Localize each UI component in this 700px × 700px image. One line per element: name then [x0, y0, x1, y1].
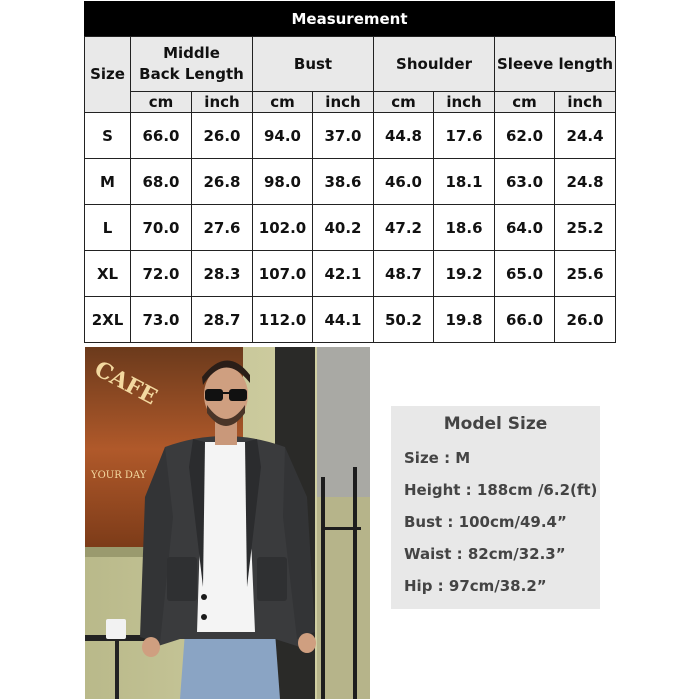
table-body [85, 113, 616, 343]
value-cell: 24.8 [555, 159, 616, 205]
model-waist-line: Waist : 82cm/32.3” [404, 545, 566, 563]
value-cell: 47.2 [374, 205, 434, 251]
model-hip-line: Hip : 97cm/38.2” [404, 577, 547, 595]
size-cell: 2XL [85, 297, 131, 343]
table-title: Measurement [84, 1, 615, 36]
unit-cm: cm [495, 92, 555, 113]
table-row [85, 297, 616, 343]
value-cell: 107.0 [253, 251, 313, 297]
model-photo [85, 347, 370, 699]
value-cell: 42.1 [313, 251, 374, 297]
size-cell: XL [85, 251, 131, 297]
size-cell: L [85, 205, 131, 251]
unit-cm: cm [131, 92, 192, 113]
value-cell: 19.8 [434, 297, 495, 343]
storefront-sign-2: YOUR DAY [91, 470, 147, 481]
value-cell: 28.7 [192, 297, 253, 343]
model-photo-illustration [85, 347, 370, 699]
unit-cm: cm [253, 92, 313, 113]
table-row [85, 251, 616, 297]
value-cell: 72.0 [131, 251, 192, 297]
table-row [85, 159, 616, 205]
value-cell: 25.6 [555, 251, 616, 297]
measurement-table [84, 1, 615, 343]
storefront-sign: CAFE [90, 355, 162, 411]
size-chart [84, 36, 616, 343]
unit-inch: inch [555, 92, 616, 113]
value-cell: 62.0 [495, 113, 555, 159]
value-cell: 26.0 [192, 113, 253, 159]
model-bust-line: Bust : 100cm/49.4” [404, 513, 567, 531]
value-cell: 17.6 [434, 113, 495, 159]
header-middle-line1: Middle [163, 44, 220, 62]
header-middle-back-length [131, 37, 253, 92]
value-cell: 28.3 [192, 251, 253, 297]
unit-inch: inch [313, 92, 374, 113]
header-bust: Bust [253, 37, 374, 92]
value-cell: 24.4 [555, 113, 616, 159]
value-cell: 46.0 [374, 159, 434, 205]
value-cell: 26.8 [192, 159, 253, 205]
header-middle-line2: Back Length [139, 65, 244, 83]
value-cell: 48.7 [374, 251, 434, 297]
value-cell: 40.2 [313, 205, 374, 251]
value-cell: 37.0 [313, 113, 374, 159]
value-cell: 18.1 [434, 159, 495, 205]
value-cell: 73.0 [131, 297, 192, 343]
value-cell: 64.0 [495, 205, 555, 251]
value-cell: 44.1 [313, 297, 374, 343]
header-shoulder: Shoulder [374, 37, 495, 92]
size-cell: M [85, 159, 131, 205]
value-cell: 112.0 [253, 297, 313, 343]
value-cell: 65.0 [495, 251, 555, 297]
value-cell: 27.6 [192, 205, 253, 251]
value-cell: 70.0 [131, 205, 192, 251]
table-row [85, 205, 616, 251]
value-cell: 44.8 [374, 113, 434, 159]
value-cell: 25.2 [555, 205, 616, 251]
value-cell: 63.0 [495, 159, 555, 205]
value-cell: 98.0 [253, 159, 313, 205]
value-cell: 94.0 [253, 113, 313, 159]
model-size-title: Model Size [443, 414, 548, 434]
model-size-line: Size : M [404, 449, 471, 467]
value-cell: 102.0 [253, 205, 313, 251]
unit-inch: inch [434, 92, 495, 113]
value-cell: 18.6 [434, 205, 495, 251]
size-header: Size [85, 37, 131, 113]
value-cell: 26.0 [555, 297, 616, 343]
header-sleeve-length: Sleeve length [495, 37, 616, 92]
value-cell: 66.0 [495, 297, 555, 343]
unit-inch: inch [192, 92, 253, 113]
value-cell: 38.6 [313, 159, 374, 205]
value-cell: 66.0 [131, 113, 192, 159]
table-row [85, 113, 616, 159]
value-cell: 50.2 [374, 297, 434, 343]
value-cell: 68.0 [131, 159, 192, 205]
unit-cm: cm [374, 92, 434, 113]
value-cell: 19.2 [434, 251, 495, 297]
model-height-line: Height : 188cm /6.2(ft) [404, 481, 598, 499]
model-size-card [391, 406, 600, 609]
size-cell: S [85, 113, 131, 159]
